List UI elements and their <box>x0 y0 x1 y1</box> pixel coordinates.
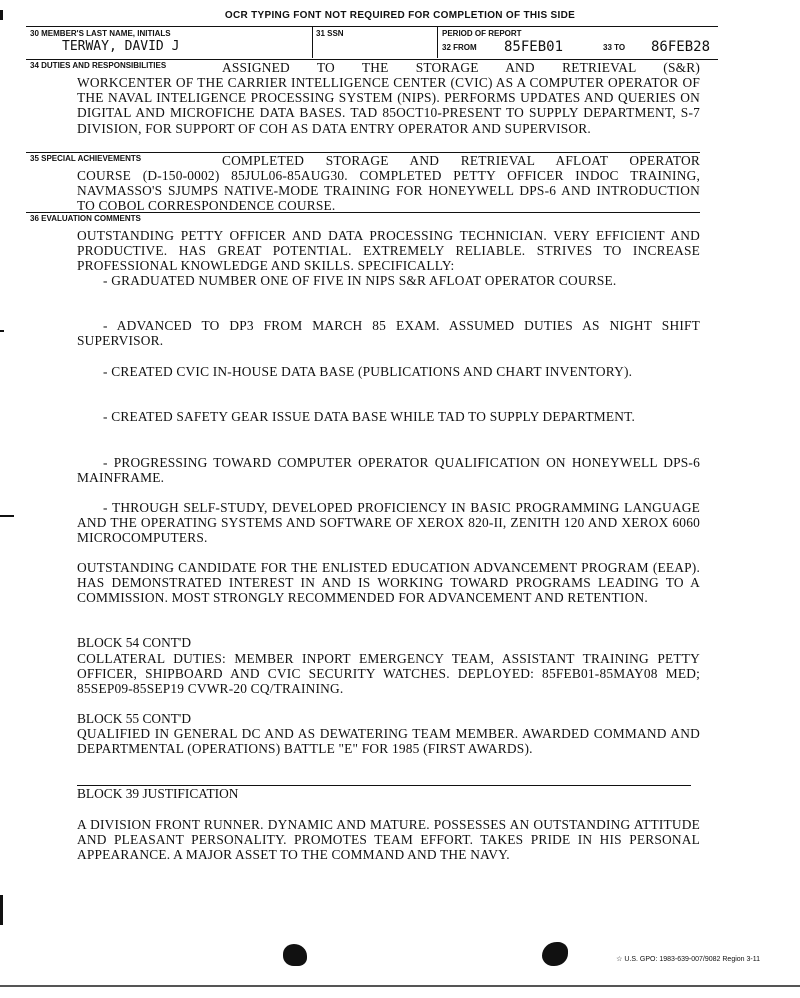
evaluation-bullet-1: - GRADUATED NUMBER ONE OF FIVE IN NIPS S&R AFLOAT OPERATOR COURSE. <box>103 273 617 288</box>
member-name-value: TERWAY, DAVID J <box>62 39 180 54</box>
period-of-report-label: PERIOD OF REPORT <box>442 29 522 38</box>
block-55-text: QUALIFIED IN GENERAL DC AND AS DEWATERING TEAM MEMBER. AWARDED COMMAND AND DEPARTMENTAL (OPERATIONS) BATTLE "E" FOR 1985 (FIRST AWARDS). <box>77 726 700 757</box>
ssn-label: 31 SSN <box>316 29 344 38</box>
binding-hole-mark-right <box>542 942 568 966</box>
period-from-label: 32 FROM <box>442 43 477 52</box>
achievements-text: COURSE (D-150-0002) 85JUL06-85AUG30. COMPLETED PETTY OFFICER INDOC TRAINING, NAVMASSO'S SJUMPS NATIVE-MODE TRAINING FOR HONEYWELL DPS-6 AND INTRODUCTION TO COBOL CORRESPONDENCE COURSE. <box>77 168 700 214</box>
member-name-label: 30 MEMBER'S LAST NAME, INITIALS <box>30 29 171 38</box>
field-divider-ssn <box>312 26 313 58</box>
field-divider-period <box>437 26 438 58</box>
evaluation-bullet-4: - CREATED SAFETY GEAR ISSUE DATA BASE WHILE TAD TO SUPPLY DEPARTMENT. <box>103 409 636 424</box>
evaluation-bullet-5: - PROGRESSING TOWARD COMPUTER OPERATOR QUALIFICATION ON HONEYWELL DPS-6 MAINFRAME. <box>77 455 700 486</box>
gpo-print-footer: ☆ U.S. GPO: 1983-639-007/9082 Region 3-11 <box>616 956 760 963</box>
evaluation-candidate-paragraph: OUTSTANDING CANDIDATE FOR THE ENLISTED EDUCATION ADVANCEMENT PROGRAM (EEAP). HAS DEMONSTRATED INTEREST IN AND IS WORKING TOWARD PROGRAMS LEADING TO A COMMISSION. MOST STRONGLY RECOMMENDED FOR ADVANCEMENT AND RETENTION. <box>77 560 700 606</box>
evaluation-intro: OUTSTANDING PETTY OFFICER AND DATA PROCESSING TECHNICIAN. VERY EFFICIENT AND PRODUCTIVE. HAS GREAT POTENTIAL. EXTREMELY RELIABLE. STRIVES TO INCREASE PROFESSIONAL KNOWLEDGE AND SKILLS. SPECIFICALLY: <box>77 228 700 274</box>
period-from-value: 85FEB01 <box>504 39 564 55</box>
scan-edge-mark <box>0 515 14 517</box>
achievements-lead-text: COMPLETED STORAGE AND RETRIEVAL AFLOAT OPERATOR <box>222 153 700 168</box>
evaluation-bullet-3: - CREATED CVIC IN-HOUSE DATA BASE (PUBLICATIONS AND CHART INVENTORY). <box>103 364 633 379</box>
evaluation-bullet-2: - ADVANCED TO DP3 FROM MARCH 85 EXAM. ASSUMED DUTIES AS NIGHT SHIFT SUPERVISOR. <box>77 318 700 349</box>
scan-bottom-edge <box>0 985 800 987</box>
period-to-value: 86FEB28 <box>651 39 711 55</box>
evaluation-section-label: 36 EVALUATION COMMENTS <box>30 214 141 223</box>
block-55-title: BLOCK 55 CONT'D <box>77 711 192 726</box>
duties-text: WORKCENTER OF THE CARRIER INTELLIGENCE CENTER (CVIC) AS A COMPUTER OPERATOR OF THE NAVAL INTELIGENCE PROCESSING SYSTEM (NIPS). PERFORMS UPDATES AND QUERIES ON DIGITAL AND MICROFICHE DATA BASES. TAD 85OCT10-PRESENT TO SUPPLY DEPARTMENT, S-7 DIVISION, FOR SUPPORT OF COH AS DATA ENTRY OPERATOR AND SUPERVISOR. <box>77 75 700 136</box>
achievements-section-label: 35 SPECIAL ACHIEVEMENTS <box>30 154 142 163</box>
block-39-text: A DIVISION FRONT RUNNER. DYNAMIC AND MATURE. POSSESSES AN OUTSTANDING ATTITUDE AND PLEASANT PERSONALITY. PROMOTES TEAM EFFORT. TAKES PRIDE IN HIS PERSONAL APPEARANCE. A MAJOR ASSET TO THE COMMAND AND THE NAVY. <box>77 817 700 863</box>
block-54-title: BLOCK 54 CONT'D <box>77 635 192 650</box>
block-54-text: COLLATERAL DUTIES: MEMBER INPORT EMERGENCY TEAM, ASSISTANT TRAINING PETTY OFFICER, SHIPBOARD AND CVIC SECURITY WATCHES. DEPLOYED: 85FEB01-85MAY08 MED; 85SEP09-85SEP19 CVWR-20 CQ/TRAINING. <box>77 651 700 697</box>
duties-lead-text: ASSIGNED TO THE STORAGE AND RETRIEVAL (S&R) <box>222 60 700 75</box>
duties-section-label: 34 DUTIES AND RESPONSIBILITIES <box>30 61 167 70</box>
binding-hole-mark-left <box>283 944 307 966</box>
scan-edge-mark <box>0 895 3 925</box>
scan-edge-mark <box>0 330 4 332</box>
block-39-title: BLOCK 39 JUSTIFICATION <box>77 786 239 801</box>
period-to-label: 33 TO <box>603 43 626 52</box>
achievements-section-rule <box>26 212 700 213</box>
scan-edge-mark <box>0 10 3 20</box>
form-header-note: OCR TYPING FONT NOT REQUIRED FOR COMPLETION OF THIS SIDE <box>224 10 576 21</box>
evaluation-bullet-6: - THROUGH SELF-STUDY, DEVELOPED PROFICIENCY IN BASIC PROGRAMMING LANGUAGE AND THE OPERATING SYSTEMS AND SOFTWARE OF XEROX 820-II, ZENITH 120 AND XEROX 6060 MICROCOMPUTERS. <box>77 500 700 546</box>
